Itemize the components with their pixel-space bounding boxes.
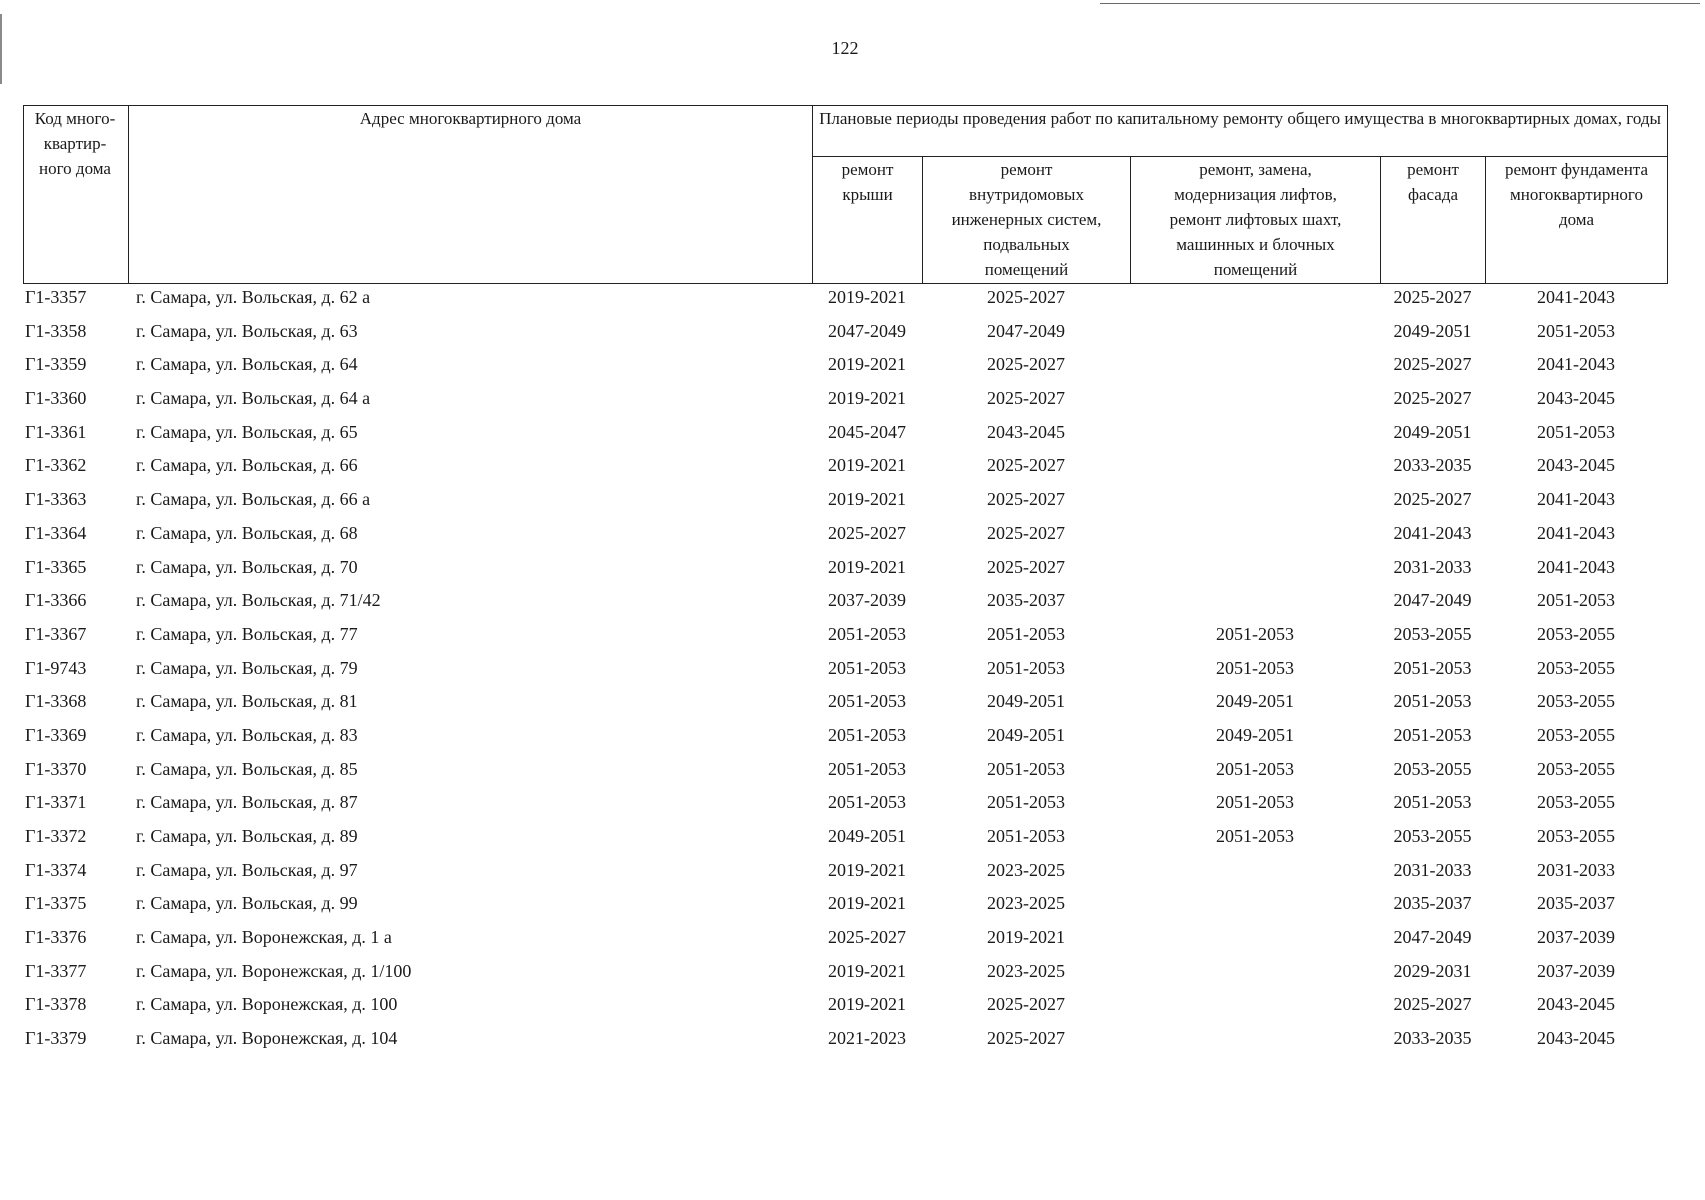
table-row [23, 419, 1667, 453]
cell-engineering: 2051-2053 [987, 657, 1065, 678]
cell-engineering: 2025-2027 [987, 287, 1065, 307]
cell-code: Г1-3368 [25, 691, 87, 712]
cell-code: Г1-3378 [25, 994, 87, 1015]
cell-code: Г1-3363 [25, 489, 87, 510]
cell-foundation: 2053-2055 [1537, 826, 1615, 846]
cell-code: Г1-3376 [25, 927, 87, 948]
table-row [23, 520, 1667, 554]
table-row [23, 722, 1667, 756]
cell-foundation: 2043-2045 [1537, 455, 1615, 476]
table-header [23, 105, 1668, 284]
cell-elevators: 2049-2051 [1216, 691, 1294, 712]
table-row [23, 621, 1667, 655]
table-row [23, 688, 1667, 722]
cell-facade: 2047-2049 [1393, 927, 1472, 948]
cell-code: Г1-3372 [25, 826, 87, 846]
table-row [23, 789, 1667, 823]
table-row [23, 991, 1667, 1025]
cell-foundation: 2043-2045 [1537, 994, 1615, 1015]
cell-elevators [1130, 520, 1380, 554]
cell-elevators [1130, 958, 1380, 992]
cell-address: г. Самара, ул. Вольская, д. 62 а [136, 287, 371, 307]
cell-roof: 2025-2027 [828, 522, 906, 543]
cell-code: Г1-3359 [25, 354, 87, 375]
cell-facade: 2051-2053 [1393, 691, 1472, 712]
cell-facade: 2051-2053 [1393, 792, 1472, 813]
cell-elevators: 2051-2053 [1216, 758, 1294, 779]
cell-roof: 2051-2053 [828, 724, 906, 745]
cell-code: Г1-3366 [25, 590, 87, 611]
cell-engineering: 2051-2053 [987, 623, 1065, 644]
table-row [23, 1025, 1667, 1059]
cell-address: г. Самара, ул. Вольская, д. 66 а [136, 489, 371, 510]
table-row [23, 958, 1667, 992]
cell-code: Г1-3371 [25, 792, 87, 813]
cell-code: Г1-3358 [25, 320, 87, 341]
table-row [23, 924, 1667, 958]
table-row [23, 318, 1667, 352]
cell-roof: 2019-2021 [828, 287, 906, 307]
table-row [23, 385, 1667, 419]
cell-facade: 2035-2037 [1393, 893, 1472, 914]
cell-facade: 2051-2053 [1393, 657, 1472, 678]
cell-address: г. Самара, ул. Вольская, д. 70 [136, 556, 358, 577]
cell-elevators [1130, 857, 1380, 891]
cell-address: г. Самара, ул. Вольская, д. 87 [136, 792, 358, 813]
cell-facade: 2053-2055 [1393, 758, 1472, 779]
cell-facade: 2025-2027 [1393, 489, 1472, 510]
cell-roof: 2045-2047 [828, 421, 906, 442]
table-row [23, 823, 1667, 857]
header-address: Адрес многоквартирного дома [129, 106, 813, 284]
cell-foundation: 2043-2045 [1537, 388, 1615, 409]
cell-foundation: 2053-2055 [1537, 657, 1615, 678]
cell-roof: 2037-2039 [828, 590, 906, 611]
cell-facade: 2051-2053 [1393, 724, 1472, 745]
cell-engineering: 2023-2025 [987, 859, 1065, 880]
cell-engineering: 2025-2027 [987, 489, 1065, 510]
cell-code: Г1-3364 [25, 522, 87, 543]
cell-engineering: 2025-2027 [987, 388, 1065, 409]
header-foundation: ремонт фундамента многоквартирного дома [1486, 157, 1668, 284]
cell-roof: 2019-2021 [828, 388, 906, 409]
cell-code: Г1-3357 [25, 287, 87, 307]
cell-code: Г1-3361 [25, 421, 87, 442]
cell-address: г. Самара, ул. Вольская, д. 68 [136, 522, 358, 543]
table-row [23, 351, 1667, 385]
cell-foundation: 2041-2043 [1537, 556, 1615, 577]
header-periods: Плановые периоды проведения работ по капитальному ремонту общего имущества в многоквартирных домах, годы [813, 106, 1668, 157]
cell-code: Г1-3367 [25, 623, 87, 644]
cell-facade: 2029-2031 [1393, 960, 1472, 981]
table-row [23, 284, 1667, 318]
cell-code: Г1-3369 [25, 724, 87, 745]
cell-foundation: 2053-2055 [1537, 758, 1615, 779]
cell-roof: 2051-2053 [828, 657, 906, 678]
cell-foundation: 2041-2043 [1537, 354, 1615, 375]
cell-facade: 2033-2035 [1393, 1028, 1472, 1049]
cell-facade: 2049-2051 [1393, 320, 1472, 341]
cell-roof: 2021-2023 [828, 1028, 906, 1049]
cell-elevators [1130, 385, 1380, 419]
cell-facade: 2033-2035 [1393, 455, 1472, 476]
cell-foundation: 2051-2053 [1537, 320, 1615, 341]
table-row [23, 756, 1667, 790]
cell-code: Г1-3365 [25, 556, 87, 577]
cell-elevators [1130, 924, 1380, 958]
cell-code: Г1-3375 [25, 893, 87, 914]
cell-foundation: 2053-2055 [1537, 792, 1615, 813]
cell-roof: 2019-2021 [828, 556, 906, 577]
cell-roof: 2051-2053 [828, 758, 906, 779]
cell-elevators [1130, 452, 1380, 486]
cell-foundation: 2053-2055 [1537, 724, 1615, 745]
cell-engineering: 2025-2027 [987, 1028, 1065, 1049]
cell-roof: 2019-2021 [828, 994, 906, 1015]
cell-address: г. Самара, ул. Вольская, д. 64 [136, 354, 358, 375]
cell-roof: 2019-2021 [828, 354, 906, 375]
cell-engineering: 2025-2027 [987, 455, 1065, 476]
cell-address: г. Самара, ул. Вольская, д. 71/42 [136, 590, 381, 611]
cell-engineering: 2049-2051 [987, 724, 1065, 745]
table-row [23, 890, 1667, 924]
cell-address: г. Самара, ул. Вольская, д. 79 [136, 657, 358, 678]
cell-roof: 2051-2053 [828, 623, 906, 644]
cell-address: г. Самара, ул. Вольская, д. 81 [136, 691, 358, 712]
cell-engineering: 2047-2049 [987, 320, 1065, 341]
cell-engineering: 2051-2053 [987, 758, 1065, 779]
table-row [23, 655, 1667, 689]
header-code: Код много- квартир- ного дома [24, 106, 129, 284]
header-facade: ремонт фасада [1381, 157, 1486, 284]
cell-elevators [1130, 284, 1380, 318]
cell-elevators [1130, 419, 1380, 453]
cell-code: Г1-9743 [25, 657, 87, 678]
cell-foundation: 2051-2053 [1537, 590, 1615, 611]
cell-address: г. Самара, ул. Вольская, д. 89 [136, 826, 358, 846]
cell-elevators [1130, 351, 1380, 385]
cell-foundation: 2041-2043 [1537, 489, 1615, 510]
cell-address: г. Самара, ул. Вольская, д. 99 [136, 893, 358, 914]
cell-address: г. Самара, ул. Воронежская, д. 104 [136, 1028, 398, 1049]
cell-facade: 2049-2051 [1393, 421, 1472, 442]
cell-roof: 2019-2021 [828, 960, 906, 981]
cell-code: Г1-3374 [25, 859, 87, 880]
cell-foundation: 2053-2055 [1537, 691, 1615, 712]
table-row [23, 554, 1667, 588]
cell-facade: 2047-2049 [1393, 590, 1472, 611]
table-row [23, 587, 1667, 621]
cell-elevators [1130, 1025, 1380, 1059]
cell-engineering: 2025-2027 [987, 556, 1065, 577]
cell-foundation: 2031-2033 [1537, 859, 1615, 880]
cell-engineering: 2051-2053 [987, 792, 1065, 813]
cell-engineering: 2025-2027 [987, 994, 1065, 1015]
cell-foundation: 2041-2043 [1537, 287, 1615, 307]
page-number: 122 [831, 38, 859, 58]
cell-elevators [1130, 486, 1380, 520]
cell-engineering: 2025-2027 [987, 354, 1065, 375]
cell-engineering: 2043-2045 [987, 421, 1065, 442]
cell-address: г. Самара, ул. Вольская, д. 66 [136, 455, 358, 476]
cell-roof: 2019-2021 [828, 489, 906, 510]
cell-elevators [1130, 991, 1380, 1025]
cell-facade: 2041-2043 [1393, 522, 1472, 543]
cell-code: Г1-3362 [25, 455, 87, 476]
cell-engineering: 2023-2025 [987, 893, 1065, 914]
cell-elevators [1130, 587, 1380, 621]
cell-roof: 2047-2049 [828, 320, 906, 341]
cell-code: Г1-3379 [25, 1028, 87, 1049]
cell-facade: 2025-2027 [1393, 287, 1472, 307]
cell-address: г. Самара, ул. Воронежская, д. 1 а [136, 927, 392, 948]
cell-engineering: 2023-2025 [987, 960, 1065, 981]
cell-elevators: 2051-2053 [1216, 792, 1294, 813]
cell-facade: 2031-2033 [1393, 859, 1472, 880]
cell-engineering: 2035-2037 [987, 590, 1065, 611]
cell-foundation: 2053-2055 [1537, 623, 1615, 644]
cell-elevators [1130, 554, 1380, 588]
cell-address: г. Самара, ул. Вольская, д. 65 [136, 421, 358, 442]
cell-code: Г1-3370 [25, 758, 87, 779]
cell-foundation: 2041-2043 [1537, 522, 1615, 543]
cell-code: Г1-3360 [25, 388, 87, 409]
cell-facade: 2025-2027 [1393, 388, 1472, 409]
header-engineering: ремонт внутридомовых инженерных систем, подвальных помещений [923, 157, 1131, 284]
cell-engineering: 2025-2027 [987, 522, 1065, 543]
cell-code: Г1-3377 [25, 960, 87, 981]
cell-address: г. Самара, ул. Вольская, д. 77 [136, 623, 358, 644]
cell-address: г. Самара, ул. Воронежская, д. 1/100 [136, 960, 412, 981]
cell-roof: 2019-2021 [828, 455, 906, 476]
table-row [23, 486, 1667, 520]
cell-address: г. Самара, ул. Вольская, д. 97 [136, 859, 358, 880]
cell-engineering: 2019-2021 [987, 927, 1065, 948]
table-row [23, 857, 1667, 891]
cell-roof: 2019-2021 [828, 859, 906, 880]
cell-roof: 2051-2053 [828, 691, 906, 712]
table-row [23, 452, 1667, 486]
cell-foundation: 2051-2053 [1537, 421, 1615, 442]
cell-facade: 2031-2033 [1393, 556, 1472, 577]
cell-roof: 2025-2027 [828, 927, 906, 948]
cell-elevators: 2051-2053 [1216, 826, 1294, 846]
cell-engineering: 2049-2051 [987, 691, 1065, 712]
cell-roof: 2019-2021 [828, 893, 906, 914]
cell-address: г. Самара, ул. Вольская, д. 83 [136, 724, 358, 745]
cell-roof: 2049-2051 [828, 826, 906, 846]
cell-elevators: 2051-2053 [1216, 657, 1294, 678]
cell-engineering: 2051-2053 [987, 826, 1065, 846]
cell-elevators [1130, 890, 1380, 924]
scan-border-top [1100, 3, 1700, 4]
cell-foundation: 2035-2037 [1537, 893, 1615, 914]
cell-address: г. Самара, ул. Воронежская, д. 100 [136, 994, 398, 1015]
cell-facade: 2053-2055 [1393, 826, 1472, 846]
header-elevators: ремонт, замена, модернизация лифтов, ремонт лифтовых шахт, машинных и блочных помещений [1131, 157, 1381, 284]
cell-elevators [1130, 318, 1380, 352]
header-roof: ремонт крыши [813, 157, 923, 284]
cell-address: г. Самара, ул. Вольская, д. 85 [136, 758, 358, 779]
cell-address: г. Самара, ул. Вольская, д. 63 [136, 320, 358, 341]
cell-facade: 2025-2027 [1393, 354, 1472, 375]
cell-facade: 2053-2055 [1393, 623, 1472, 644]
cell-elevators: 2049-2051 [1216, 724, 1294, 745]
cell-facade: 2025-2027 [1393, 994, 1472, 1015]
cell-foundation: 2037-2039 [1537, 927, 1615, 948]
cell-foundation: 2043-2045 [1537, 1028, 1615, 1049]
cell-foundation: 2037-2039 [1537, 960, 1615, 981]
cell-roof: 2051-2053 [828, 792, 906, 813]
cell-elevators: 2051-2053 [1216, 623, 1294, 644]
table-body [23, 284, 1667, 1059]
data-table [23, 284, 1667, 1059]
cell-address: г. Самара, ул. Вольская, д. 64 а [136, 388, 371, 409]
